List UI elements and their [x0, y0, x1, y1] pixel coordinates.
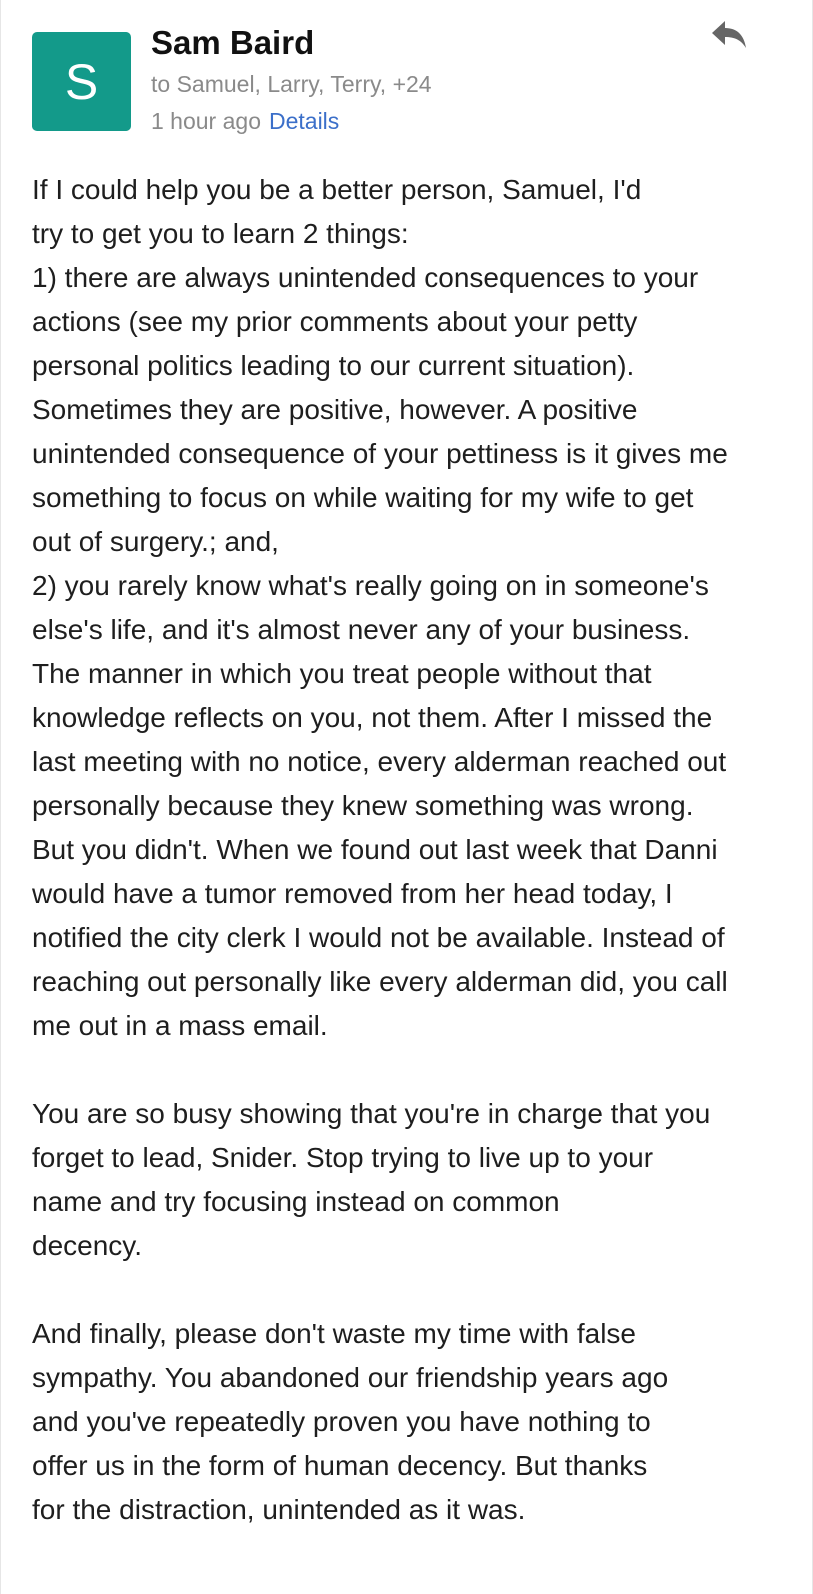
body-line: 2) you rarely know what's really going on in someone's	[32, 570, 709, 601]
body-line: out of surgery.; and,	[32, 526, 279, 557]
body-line: knowledge reflects on you, not them. After I missed the	[32, 702, 713, 733]
body-line: personally because they knew something was wrong.	[32, 790, 694, 821]
email-body	[32, 168, 792, 1532]
body-line: would have a tumor removed from her head today, I	[32, 878, 673, 909]
avatar-letter: S	[64, 53, 99, 110]
body-line: last meeting with no notice, every alderman reached out	[32, 746, 727, 777]
reply-arrow-icon	[708, 18, 748, 58]
body-line: The manner in which you treat people without that	[32, 658, 652, 689]
body-line: unintended consequence of your pettiness is it gives me	[32, 438, 728, 469]
body-line: Sometimes they are positive, however. A positive	[32, 394, 638, 425]
meta-line	[151, 108, 339, 135]
body-line: personal politics leading to our current situation).	[32, 350, 635, 381]
body-line: name and try focusing instead on common	[32, 1186, 560, 1217]
body-line: And finally, please don't waste my time with false	[32, 1318, 636, 1349]
paragraph-1	[32, 168, 792, 1048]
body-line: for the distraction, unintended as it was.	[32, 1494, 526, 1525]
body-line: If I could help you be a better person, Samuel, I'd	[32, 174, 642, 205]
body-line: But you didn't. When we found out last week that Danni	[32, 834, 718, 865]
body-line: something to focus on while waiting for my wife to get	[32, 482, 694, 513]
body-line: offer us in the form of human decency. But thanks	[32, 1450, 648, 1481]
body-line: forget to lead, Snider. Stop trying to live up to your	[32, 1142, 654, 1173]
body-line: me out in a mass email.	[32, 1010, 328, 1041]
body-line: 1) there are always unintended consequences to your	[32, 262, 699, 293]
body-line: else's life, and it's almost never any of your business.	[32, 614, 691, 645]
avatar[interactable]	[32, 32, 131, 131]
body-line: notified the city clerk I would not be available. Instead of	[32, 922, 725, 953]
body-line: try to get you to learn 2 things:	[32, 218, 409, 249]
body-line: actions (see my prior comments about your petty	[32, 306, 638, 337]
paragraph-spacer	[32, 1048, 792, 1092]
details-link[interactable]: Details	[268, 108, 340, 134]
paragraph-spacer	[32, 1268, 792, 1312]
paragraph-2	[32, 1092, 792, 1268]
sender-name[interactable]: Sam Baird	[151, 24, 315, 61]
recipients-line[interactable]: to Samuel, Larry, Terry, +24	[151, 71, 432, 97]
email-header	[0, 0, 813, 150]
body-line: and you've repeatedly proven you have nothing to	[32, 1406, 651, 1437]
body-line: reaching out personally like every alderman did, you call	[32, 966, 728, 997]
body-line: sympathy. You abandoned our friendship years ago	[32, 1362, 669, 1393]
body-line: You are so busy showing that you're in charge that you	[32, 1098, 711, 1129]
reply-icon[interactable]	[708, 18, 748, 58]
timestamp: 1 hour ago	[151, 108, 261, 134]
paragraph-3	[32, 1312, 792, 1532]
body-line: decency.	[32, 1230, 142, 1261]
